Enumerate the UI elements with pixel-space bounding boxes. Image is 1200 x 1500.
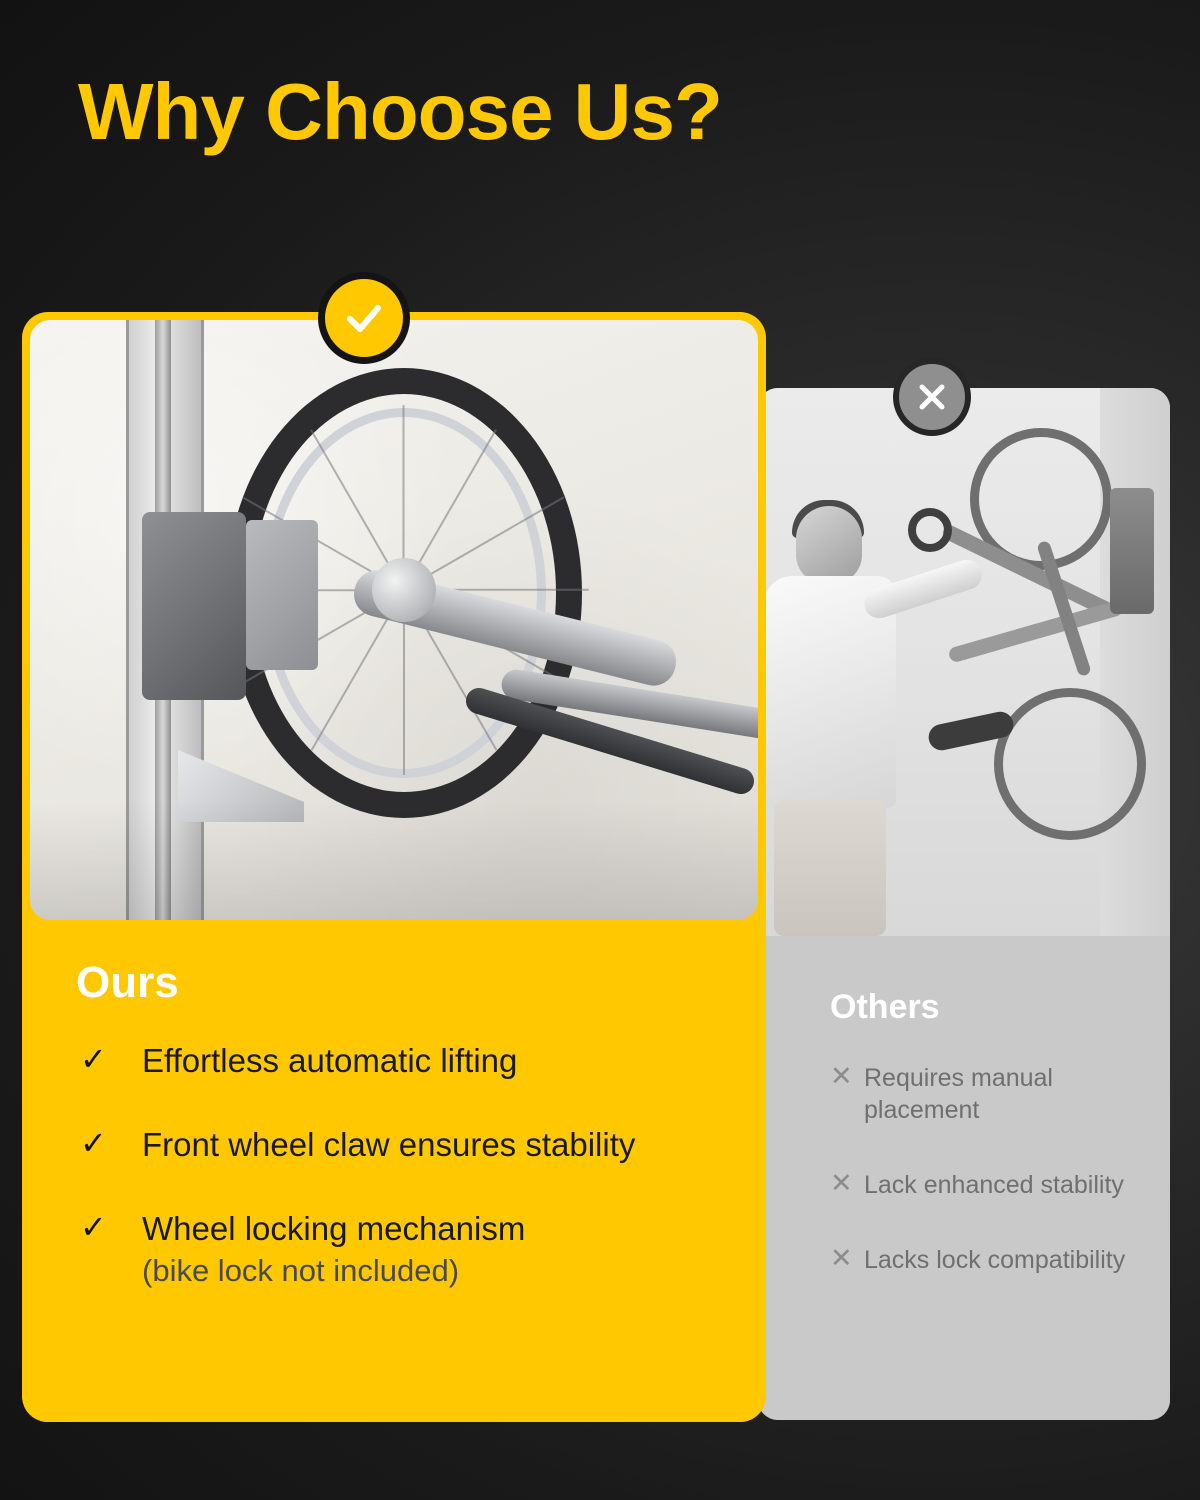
close-icon <box>913 378 951 416</box>
list-item <box>830 1243 1150 1276</box>
list-item <box>80 1124 766 1166</box>
ours-text-panel <box>22 920 766 1422</box>
lift-motor-housing <box>142 512 246 700</box>
person-legs <box>774 800 886 936</box>
close-badge <box>893 358 971 436</box>
cross-icon: ✕ <box>830 1061 853 1091</box>
ours-card <box>22 312 766 1422</box>
list-item-label-note: (bike lock not included) <box>142 1253 460 1288</box>
ours-heading: Ours <box>76 958 179 1007</box>
others-list <box>830 1061 1150 1318</box>
handlebar-icon <box>908 508 952 552</box>
others-heading: Others <box>830 988 940 1026</box>
wheel-hub <box>372 558 436 622</box>
list-item <box>830 1168 1150 1201</box>
list-item-label: Effortless automatic lifting <box>142 1042 518 1079</box>
list-item <box>830 1061 1150 1126</box>
list-item-label <box>142 1208 525 1292</box>
person-head <box>796 506 862 584</box>
ours-photo <box>30 320 758 920</box>
bike-wheel-rear <box>994 688 1146 840</box>
others-text-panel <box>758 936 1170 1420</box>
list-item <box>80 1208 766 1292</box>
others-card <box>758 388 1170 1420</box>
check-icon <box>340 294 388 342</box>
cross-icon: ✕ <box>830 1168 853 1198</box>
wheel-claw <box>246 520 318 670</box>
wall-hook <box>1110 488 1154 614</box>
bike-frame-down <box>947 599 1124 663</box>
page-title: Why Choose Us? <box>78 67 722 156</box>
list-item <box>80 1040 766 1082</box>
wall-background <box>1100 388 1170 936</box>
list-item-label: Lacks lock compatibility <box>864 1246 1126 1274</box>
photo-shadow <box>30 800 758 920</box>
person-arm <box>860 556 985 622</box>
check-icon: ✓ <box>80 1209 107 1245</box>
check-icon: ✓ <box>80 1041 107 1077</box>
check-badge <box>318 272 410 364</box>
list-item-label-main: Wheel locking mechanism <box>142 1210 526 1247</box>
ours-list <box>80 1040 766 1334</box>
others-photo <box>758 388 1170 936</box>
list-item-label: Front wheel claw ensures stability <box>142 1126 636 1163</box>
list-item-label: Lack enhanced stability <box>864 1171 1124 1199</box>
cross-icon: ✕ <box>830 1243 853 1273</box>
list-item-label: Requires manual placement <box>864 1064 1053 1124</box>
check-icon: ✓ <box>80 1125 107 1161</box>
